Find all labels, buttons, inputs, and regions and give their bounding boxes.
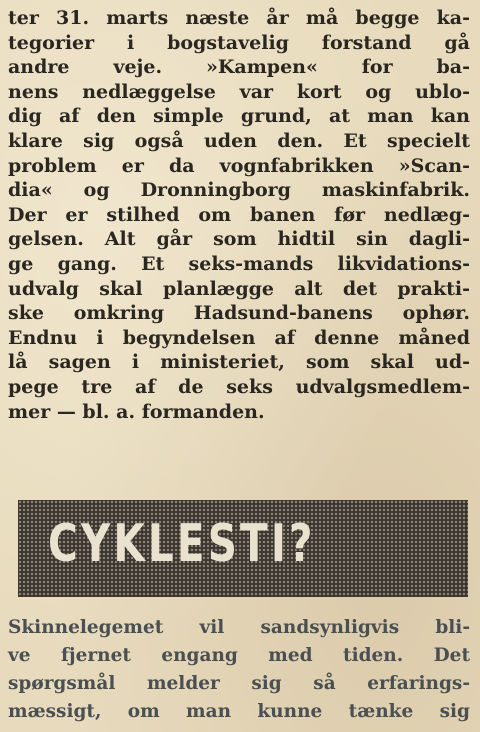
text-line: ge gang. Et seks-mands likvidations- bbox=[8, 252, 470, 275]
text-line: klare sig også uden den. Et specielt bbox=[8, 129, 470, 152]
text-line: gelsen. Alt går som hidtil sin dagli- bbox=[8, 228, 470, 251]
text-line: ter 31. marts næste år må begge ka- bbox=[8, 7, 470, 29]
text-line: spørgsmål melder sig så erfarings- bbox=[8, 673, 470, 694]
text-line: andre veje. »Kampen« for ba- bbox=[8, 56, 470, 79]
text-line: problem er da vognfabrikken »Scan- bbox=[8, 154, 470, 177]
text-line: udvalg skal planlægge alt det prakti- bbox=[8, 277, 470, 300]
text-line: Endnu i begyndelsen af denne måned bbox=[8, 326, 470, 349]
text-line: Skinnelegemet vil sandsynligvis bli- bbox=[8, 617, 470, 638]
text-line: tegorier i bogstavelig forstand gå bbox=[8, 31, 470, 54]
text-line: pege tre af de seks udvalgsmedlem- bbox=[8, 375, 470, 398]
text-line: ske omkring Hadsund-banens ophør. bbox=[8, 302, 470, 325]
text-line: ve fjernet engang med tiden. Det bbox=[8, 645, 470, 666]
text-line: nens nedlæggelse var kort og ublo- bbox=[8, 80, 470, 103]
article-upper-text bbox=[8, 6, 470, 424]
text-line: mer — bl. a. formanden. bbox=[8, 400, 265, 423]
section-heading: CYKLESTI? bbox=[48, 514, 316, 574]
text-line: Der er stilhed om banen før nedlæg- bbox=[8, 203, 470, 226]
article-lower-text bbox=[8, 614, 470, 726]
section-heading-banner bbox=[18, 500, 468, 597]
text-line: mæssigt, om man kunne tænke sig bbox=[8, 701, 470, 722]
text-line: dia« og Dronningborg maskinfabrik. bbox=[8, 179, 470, 202]
text-line: dig af den simple grund, at man kan bbox=[8, 105, 470, 128]
text-line: lå sagen i ministeriet, som skal ud- bbox=[8, 351, 470, 374]
